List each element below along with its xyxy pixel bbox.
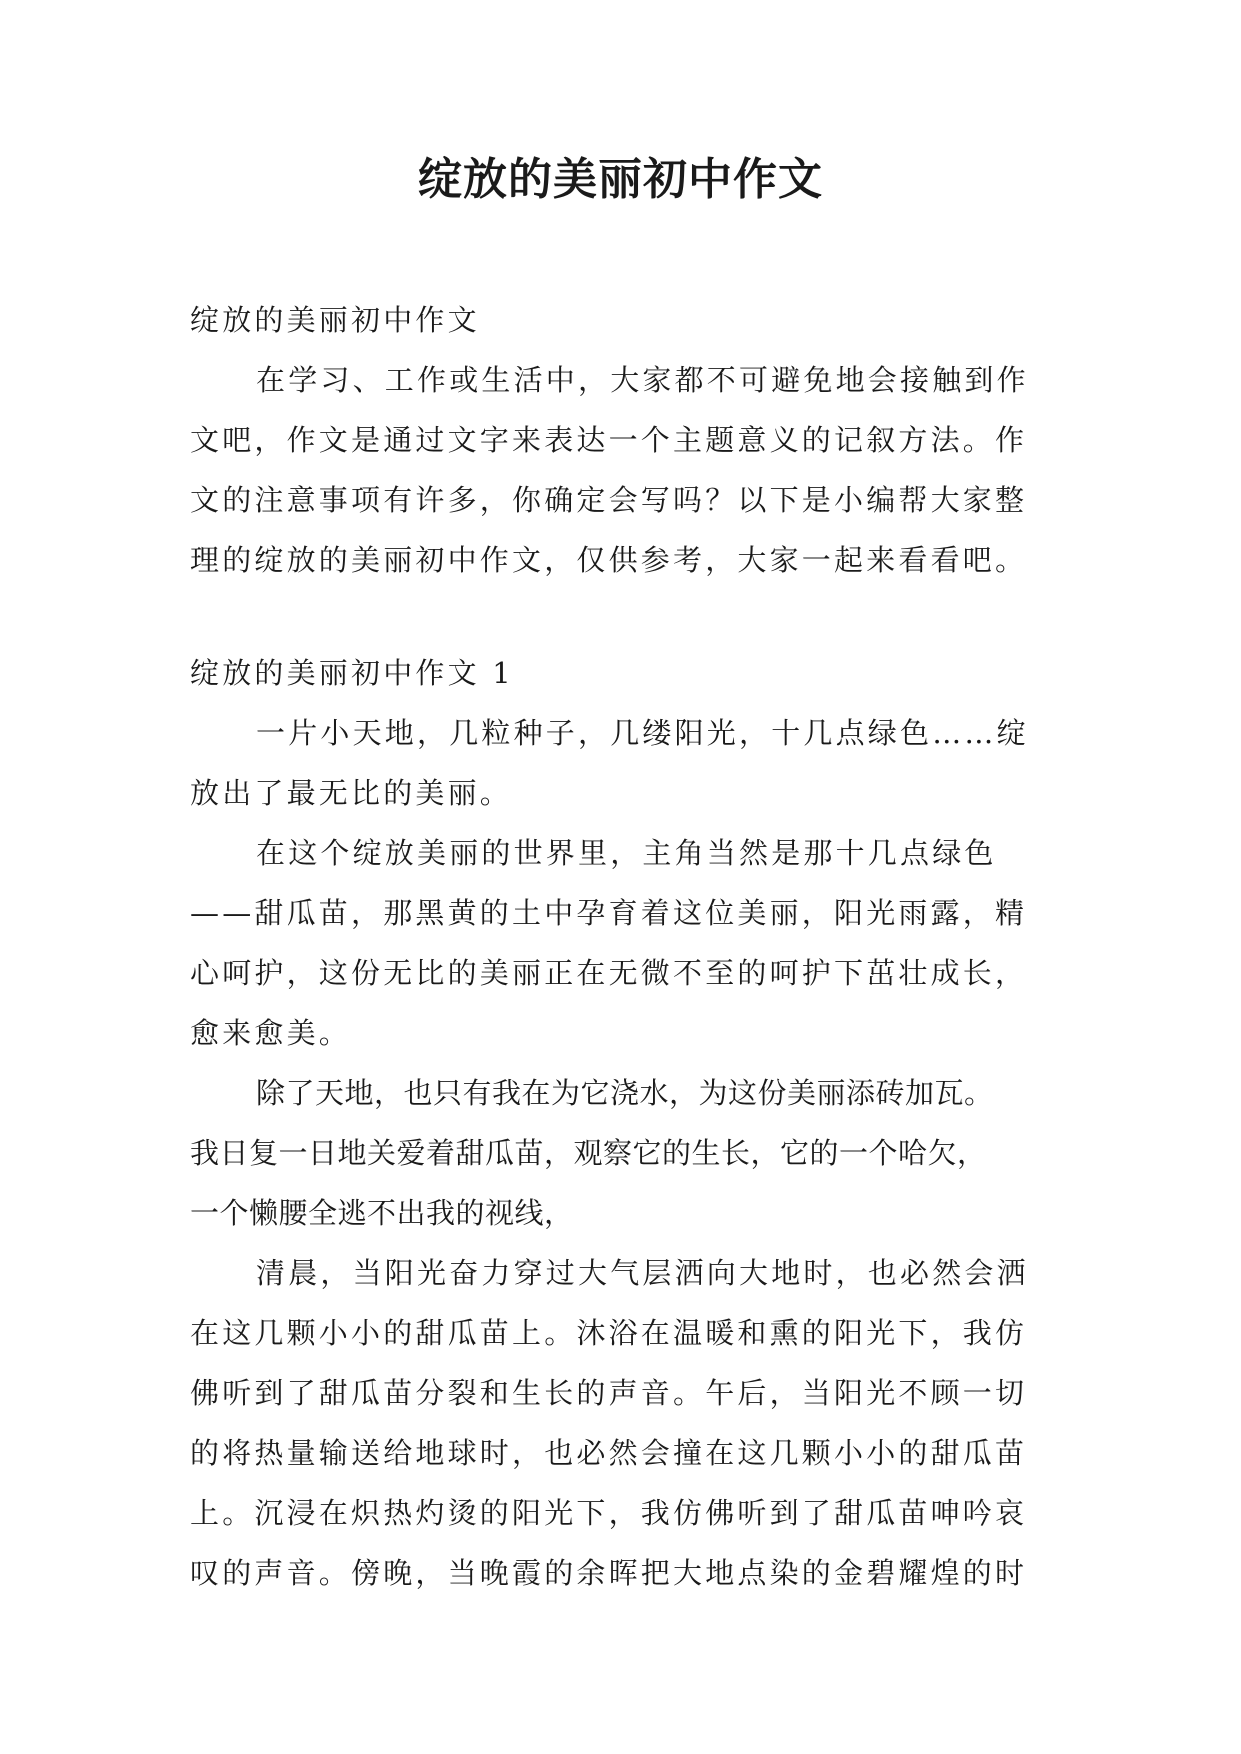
essay-line: 心呵护，这份无比的美丽正在无微不至的呵护下茁壮成长，	[190, 956, 1028, 990]
essay-heading: 绽放的美丽初中作文 1	[190, 656, 514, 690]
essay-line: 一片小天地，几粒种子，几缕阳光，十几点绿色……绽	[256, 716, 1029, 750]
essay-line: 在这个绽放美丽的世界里，主角当然是那十几点绿色	[256, 836, 997, 870]
essay-line: 放出了最无比的美丽。	[190, 776, 513, 810]
document-title: 绽放的美丽初中作文	[418, 154, 823, 205]
intro-line: 文吧，作文是通过文字来表达一个主题意义的记叙方法。作	[190, 423, 1028, 457]
essay-line: 清晨，当阳光奋力穿过大气层洒向大地时，也必然会洒	[256, 1256, 1029, 1290]
essay-line: 一个懒腰全逃不出我的视线，	[190, 1196, 574, 1230]
document-body	[190, 290, 1050, 1603]
essay-line: 佛听到了甜瓜苗分裂和生长的声音。午后，当阳光不顾一切	[190, 1376, 1028, 1410]
section-gap	[190, 590, 1050, 643]
intro-line: 在学习、工作或生活中，大家都不可避免地会接触到作	[256, 363, 1029, 397]
essay-line: 叹的声音。傍晚，当晚霞的余晖把大地点染的金碧耀煌的时	[190, 1556, 1028, 1590]
essay-line: 上。沉浸在炽热灼烫的阳光下，我仿佛听到了甜瓜苗呻吟哀	[190, 1496, 1028, 1530]
essay-line: 我日复一日地关爱着甜瓜苗，观察它的生长，它的一个哈欠，	[190, 1136, 987, 1170]
essay-line: 的将热量输送给地球时，也必然会撞在这几颗小小的甜瓜苗	[190, 1436, 1028, 1470]
essay-line: ——甜瓜苗，那黑黄的土中孕育着这位美丽，阳光雨露，精	[190, 896, 1028, 930]
essay-line: 在这几颗小小的甜瓜苗上。沐浴在温暖和熏的阳光下，我仿	[190, 1316, 1028, 1350]
intro-heading: 绽放的美丽初中作文	[190, 303, 480, 337]
intro-line: 理的绽放的美丽初中作文，仅供参考，大家一起来看看吧。	[190, 543, 1028, 577]
essay-line: 除了天地，也只有我在为它浇水，为这份美丽添砖加瓦。	[256, 1076, 994, 1110]
intro-line: 文的注意事项有许多，你确定会写吗？以下是小编帮大家整	[190, 483, 1028, 517]
essay-line: 愈来愈美。	[190, 1016, 352, 1050]
